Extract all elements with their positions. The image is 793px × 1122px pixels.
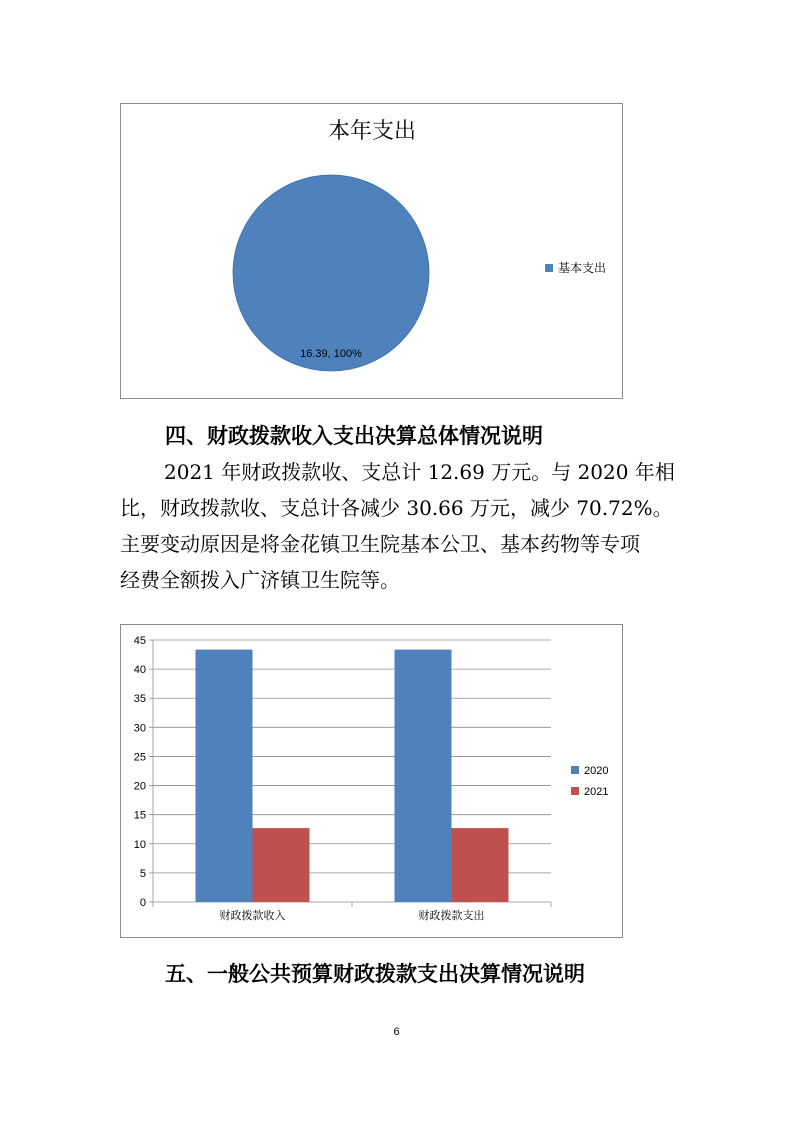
pie-chart bbox=[120, 103, 623, 399]
pie-legend-swatch bbox=[545, 264, 553, 272]
legend-label-2021: 2021 bbox=[584, 786, 609, 798]
y-tick-label: 35 bbox=[133, 693, 146, 706]
y-tick-label: 20 bbox=[133, 780, 146, 793]
pie-legend bbox=[545, 260, 606, 275]
paragraph-line: 经费全额拨入广济镇卫生院等。 bbox=[120, 568, 400, 592]
bar-2020-1 bbox=[395, 650, 452, 902]
x-tick-label: 财政拨款支出 bbox=[418, 909, 485, 922]
y-tick-label: 25 bbox=[133, 751, 146, 764]
bar-chart-svg bbox=[121, 625, 624, 939]
pie-slice bbox=[233, 175, 429, 371]
y-tick-label: 30 bbox=[133, 722, 146, 735]
pie-chart-title: 本年支出 bbox=[327, 119, 417, 144]
bar-2021-1 bbox=[452, 828, 509, 902]
y-tick-label: 0 bbox=[139, 897, 146, 909]
bar-2020-0 bbox=[196, 650, 253, 902]
pie-legend-label: 基本支出 bbox=[558, 261, 607, 275]
legend-swatch-2021 bbox=[571, 787, 579, 795]
y-tick-label: 5 bbox=[139, 867, 146, 880]
section5-heading: 五、一般公共预算财政拨款支出决算情况说明 bbox=[165, 962, 585, 986]
legend-swatch-2020 bbox=[571, 766, 579, 774]
y-tick-label: 15 bbox=[133, 809, 146, 822]
y-tick-label: 40 bbox=[133, 664, 146, 677]
paragraph-line: 主要变动原因是将金花镇卫生院基本公卫、基本药物等专项 bbox=[120, 532, 640, 556]
bar-2021-0 bbox=[253, 828, 310, 902]
page-number: 6 bbox=[393, 1026, 400, 1038]
paragraph-line: 比，财政拨款收、支总计各减少 30.66 万元，减少 70.72%。 bbox=[120, 496, 673, 520]
pie-chart-svg bbox=[121, 104, 624, 400]
y-tick-label: 45 bbox=[133, 635, 146, 647]
pie-data-label: 16.39, 100% bbox=[300, 348, 362, 360]
section4-heading: 四、财政拨款收入支出决算总体情况说明 bbox=[165, 424, 543, 448]
y-tick-label: 10 bbox=[133, 838, 146, 851]
paragraph-line: 2021 年财政拨款收、支总计 12.69 万元。与 2020 年相 bbox=[164, 460, 675, 484]
x-tick-label: 财政拨款收入 bbox=[219, 909, 286, 922]
bar-chart bbox=[120, 624, 623, 938]
legend-label-2020: 2020 bbox=[584, 765, 609, 777]
